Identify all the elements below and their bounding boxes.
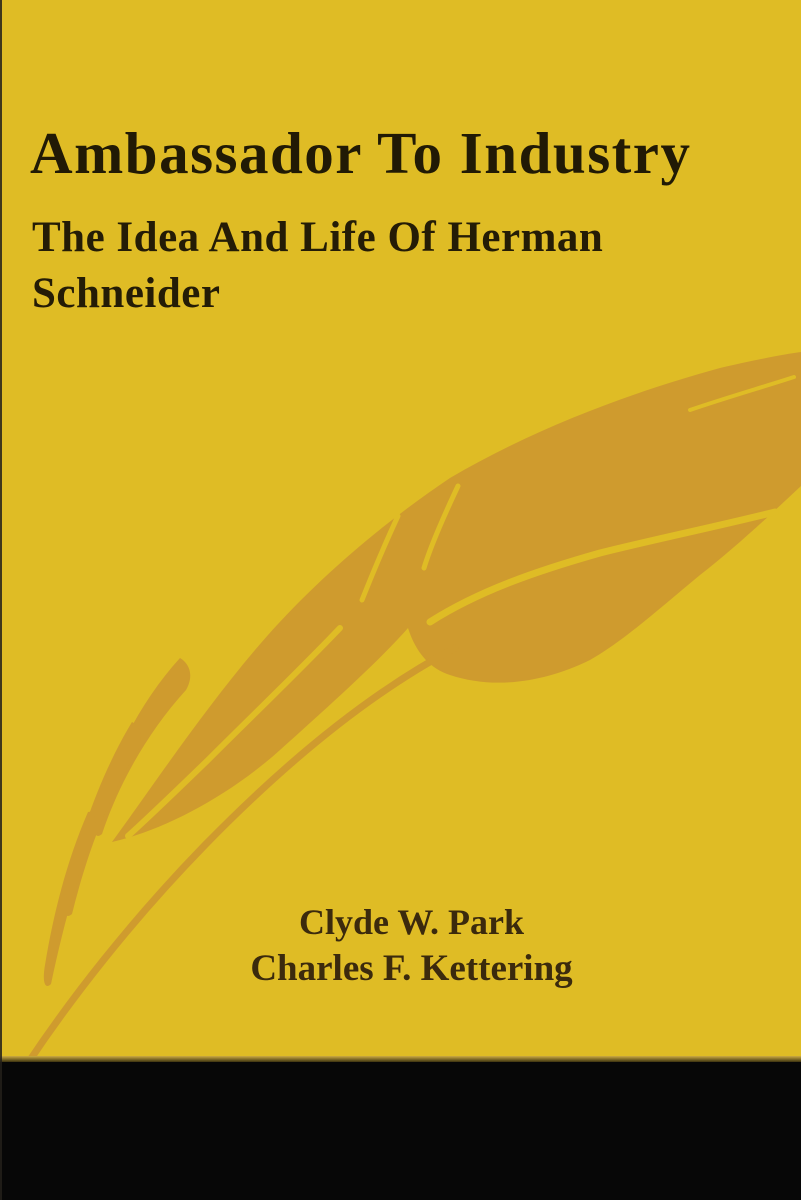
book-title: Ambassador To Industry (30, 120, 692, 186)
book-subtitle: The Idea And Life Of Herman Schneider (32, 214, 604, 317)
author-primary: Clyde W. Park (298, 902, 525, 942)
left-edge-line (0, 0, 2, 1200)
bottom-bar-edge (0, 1056, 801, 1062)
bottom-black-bar (0, 1062, 801, 1200)
title-block (30, 122, 770, 322)
author-secondary: Charles F. Kettering (250, 948, 573, 989)
author-block (11, 899, 801, 993)
